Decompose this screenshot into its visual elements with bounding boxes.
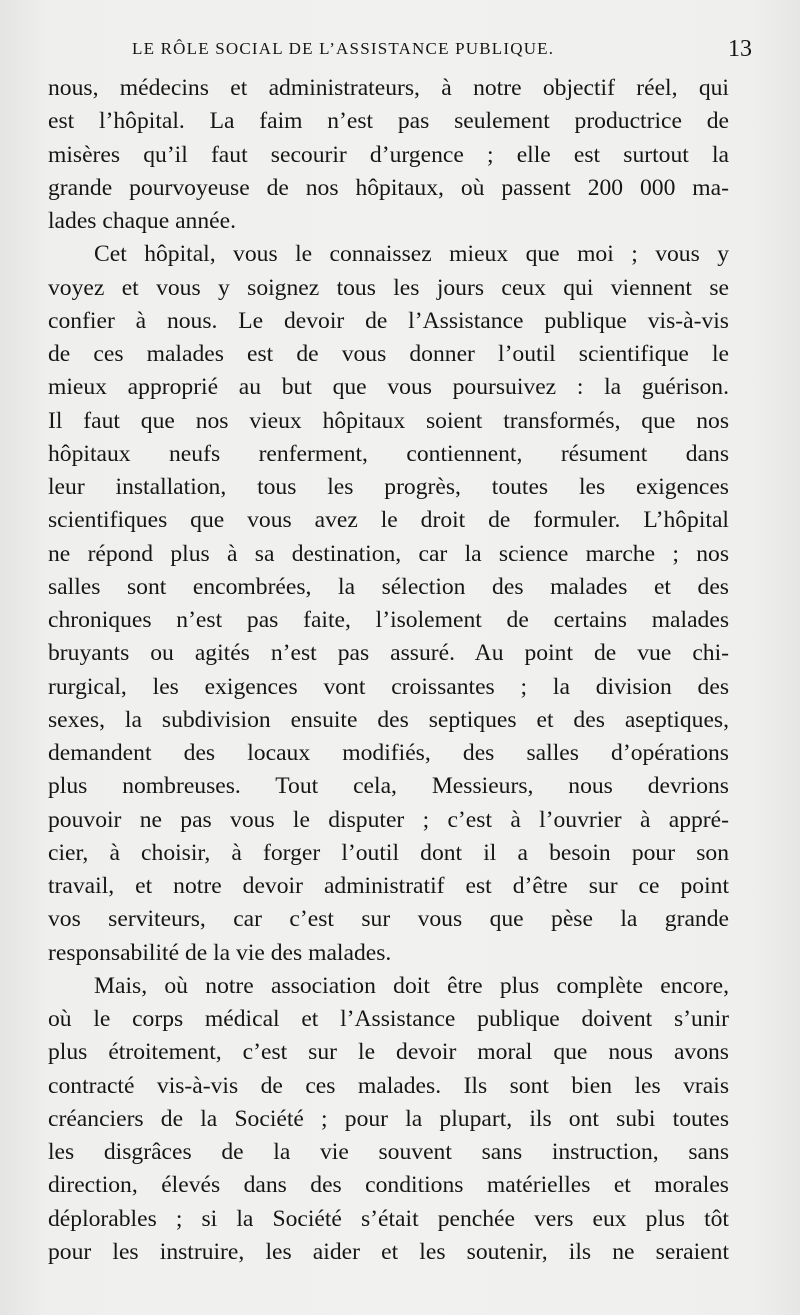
text-line: Il faut que nos vieux hôpitaux soient transformés, que nos — [48, 407, 729, 434]
text-line: misères qu’il faut secourir d’urgence ; elle est surtout la — [48, 141, 729, 168]
text-line: Cet hôpital, vous le connaissez mieux que moi ; vous y — [94, 241, 729, 268]
text-line: ne répond plus à sa destination, car la science marche ; nos — [48, 540, 729, 567]
text-line: sexes, la subdivision ensuite des septiques et des aseptiques, — [48, 706, 729, 733]
paragraph-1 — [48, 72, 729, 238]
text-line: direction, élevés dans des conditions matérielles et morales — [48, 1172, 729, 1199]
running-head — [48, 36, 752, 66]
text-line: travail, et notre devoir administratif est d’être sur ce point — [48, 873, 729, 899]
text-line: est l’hôpital. La faim n’est pas seulement productrice de — [48, 108, 729, 135]
text-line: demandent des locaux modifiés, des salles d’opérations — [48, 740, 729, 766]
text-line: scientifiques que vous avez le droit de formuler. L’hôpital — [48, 507, 729, 534]
text-line: leur installation, tous les progrès, toutes les exigences — [48, 474, 729, 500]
paragraph-3 — [48, 970, 729, 1269]
text-line: contracté vis-à-vis de ces malades. Ils sont bien les vrais — [48, 1072, 729, 1099]
text-line: vos serviteurs, car c’est sur vous que pèse la grande — [48, 906, 729, 933]
text-line: de ces malades est de vous donner l’outil scientifique le — [48, 341, 729, 367]
text-line: confier à nous. Le devoir de l’Assistance publique vis-à-vis — [48, 307, 729, 334]
text-line: les disgrâces de la vie souvent sans instruction, sans — [48, 1139, 729, 1165]
text-line: salles sont encombrées, la sélection des malades et des — [48, 573, 729, 600]
text-line: chroniques n’est pas faite, l’isolement de certains malades — [48, 607, 729, 633]
text-line: rurgical, les exigences vont croissantes ; la division des — [48, 673, 729, 700]
text-line: où le corps médical et l’Assistance publique doivent s’unir — [48, 1006, 729, 1032]
text-line: Mais, où notre association doit être plus complète encore, — [94, 972, 729, 999]
text-line: nous, médecins et administrateurs, à notre objectif réel, qui — [48, 75, 729, 101]
text-line: responsabilité de la vie des malades. — [48, 939, 392, 966]
body-text — [48, 72, 729, 1269]
text-line: cier, à choisir, à forger l’outil dont il a besoin pour son — [48, 839, 729, 866]
text-line: plus nombreuses. Tout cela, Messieurs, nous devrions — [48, 773, 729, 800]
text-line: grande pourvoyeuse de nos hôpitaux, où passent 200 000 ma- — [48, 174, 729, 201]
text-line: mieux approprié au but que vous poursuivez : la guérison. — [48, 374, 729, 401]
text-line: plus étroitement, c’est sur le devoir moral que nous avons — [48, 1039, 729, 1066]
text-line: déplorables ; si la Société s’était penchée vers eux plus tôt — [48, 1205, 729, 1232]
text-line: pour les instruire, les aider et les soutenir, ils ne seraient — [48, 1238, 729, 1265]
text-line: lades chaque année. — [48, 208, 236, 234]
text-line: bruyants ou agités n’est pas assuré. Au point de vue chi- — [48, 640, 729, 667]
text-line: voyez et vous y soignez tous les jours ceux qui viennent se — [48, 274, 729, 301]
text-line: hôpitaux neufs renferment, contiennent, résument dans — [48, 440, 729, 467]
paragraph-2 — [48, 238, 729, 970]
running-title: LE RÔLE SOCIAL DE L’ASSISTANCE PUBLIQUE. — [132, 39, 555, 58]
text-line: créanciers de la Société ; pour la plupart, ils ont subi toutes — [48, 1105, 729, 1132]
page-number: 13 — [728, 36, 752, 62]
text-line: pouvoir ne pas vous le disputer ; c’est à l’ouvrier à appré- — [48, 806, 729, 833]
